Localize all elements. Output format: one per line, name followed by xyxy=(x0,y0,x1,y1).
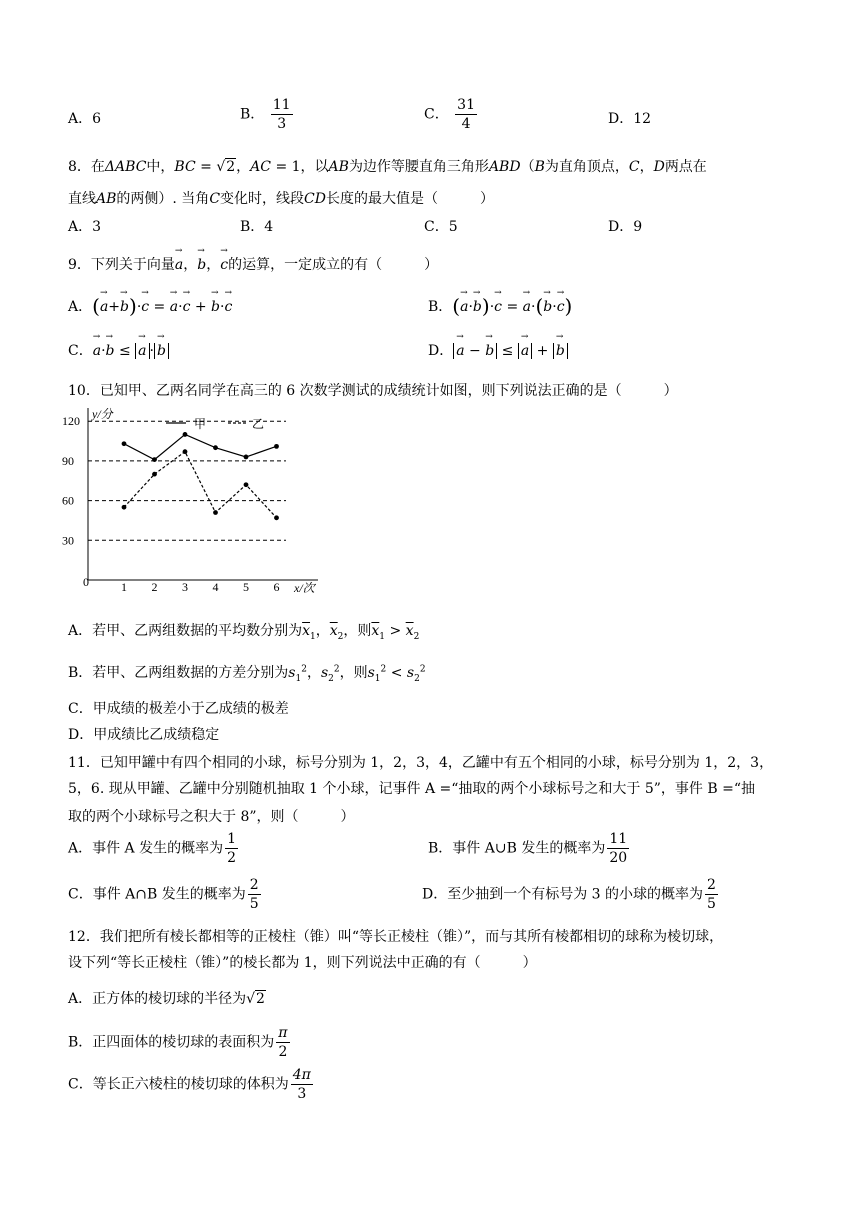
series-line-jia xyxy=(124,434,277,459)
data-point-yi-1 xyxy=(122,505,127,510)
x-tick-label-6: 6 xyxy=(273,580,280,594)
q12-stem-line1: 12．我们把所有棱长都相等的正棱柱（锥）叫“等长正棱柱（锥）”，而与其所有棱都相切的球称为棱切球， xyxy=(68,929,724,945)
q7-c-fraction: $\frac{31}{4}$ xyxy=(457,97,475,132)
q7-option-c xyxy=(424,96,479,133)
q10-option-a: A．若甲、乙两组数据的平均数分别为$\overline{x}_1$，$\overline{x}_2$，则$\overline{x}_1 > \overline{x}_2$ xyxy=(68,623,420,642)
data-point-yi-6 xyxy=(274,515,279,520)
x-axis-label: x/次 xyxy=(294,581,315,595)
q12-option-b: B．正四面体的棱切球的表面积为 $\frac{\pi}{2}$ xyxy=(68,1025,288,1060)
x-tick-label-2: 2 xyxy=(151,580,158,594)
q8-stem-line2: 直线AB的两侧）. 当角C变化时，线段CD长度的最大值是（ ） xyxy=(68,191,494,207)
q8-option-b: B．4 xyxy=(240,219,274,235)
data-point-yi-2 xyxy=(152,472,157,477)
x-tick-label-1: 1 xyxy=(121,580,127,594)
sqrt-two: √2 xyxy=(216,159,236,175)
data-point-jia-2 xyxy=(152,457,157,462)
data-point-jia-4 xyxy=(213,445,218,450)
q9-option-c: C．→ a·→ b ≤ → a · → b xyxy=(68,340,169,360)
series-line-yi xyxy=(124,452,277,518)
q8-stem-line1: 8．在ΔABC中，BC = √2，AC = 1，以AB为边作等腰直角三角形ABD（B为直角顶点，C，D两点在 xyxy=(68,159,707,175)
q9-option-d: D． → a − → b ≤ → a + → b xyxy=(428,340,568,360)
q7-option-d: D．12 xyxy=(608,111,652,127)
x-tick-label-5: 5 xyxy=(243,580,249,594)
q10-option-c: C．甲成绩的极差小于乙成绩的极差 xyxy=(68,701,289,717)
q10-stem: 10．已知甲、乙两名同学在高三的 6 次数学测试的成绩统计如图，则下列说法正确的是（ ） xyxy=(68,383,678,399)
q11-stem-line2: 5，6. 现从甲罐、乙罐中分别随机抽取 1 个小球，记事件 A =“抽取的两个小球标号之和大于 5”，事件 B =“抽 xyxy=(68,781,756,797)
q7-b-fraction: $\frac{11}{3}$ xyxy=(272,97,291,132)
q11-option-c: C．事件 A∩B 发生的概率为 $\frac{2}{5}$ xyxy=(68,877,259,912)
q12-option-a: A．正方体的棱切球的半径为√2 xyxy=(68,991,265,1007)
data-point-yi-4 xyxy=(213,510,218,515)
q7-c-prefix: C． xyxy=(424,106,449,123)
q9-option-a: A．(→ a+→ b)·→ c = → a·→ c + → b·→ c xyxy=(68,294,232,318)
q8-option-c: C．5 xyxy=(424,219,458,235)
q9-stem: 9．下列关于向量→ a，→ b，→ c的运算，一定成立的有（ ） xyxy=(68,254,438,274)
q9-option-b: B．(→ a·→ b)·→ c = → a·(→ b·→ c) xyxy=(428,294,572,318)
q8-option-d: D．9 xyxy=(608,219,643,235)
y-tick-label-90: 90 xyxy=(62,453,74,468)
legend-label-jia: 甲 xyxy=(194,417,207,431)
score-chart xyxy=(60,400,330,600)
data-point-jia-1 xyxy=(122,441,127,446)
y-tick-label-30: 30 xyxy=(62,533,74,548)
y-tick-label-120: 120 xyxy=(62,414,80,429)
q7-b-prefix: B． xyxy=(240,106,265,123)
x-tick-label-3: 3 xyxy=(182,580,188,594)
y-axis-label: y/分 xyxy=(92,407,113,421)
q11-option-d: D．至少抽到一个有标号为 3 的小球的概率为 $\frac{2}{5}$ xyxy=(422,877,716,912)
q12-option-c: C．等长正六棱柱的棱切球的体积为 $\frac{4\pi}{3}$ xyxy=(68,1067,311,1102)
q11-option-b: B．事件 A∪B 发生的概率为 $\frac{11}{20}$ xyxy=(428,831,628,866)
q11-stem-line1: 11．已知甲罐中有四个相同的小球，标号分别为 1，2，3，4，乙罐中有五个相同的小球，标号分别为 1，2，3， xyxy=(68,755,774,771)
data-point-yi-5 xyxy=(244,482,249,487)
origin-label: 0 xyxy=(83,575,89,589)
q11-stem-line3: 取的两个小球标号之积大于 8”，则（ ） xyxy=(68,809,355,825)
data-point-jia-6 xyxy=(274,444,279,449)
x-tick-label-4: 4 xyxy=(212,580,219,594)
data-point-jia-5 xyxy=(244,455,249,460)
q10-option-b: B．若甲、乙两组数据的方差分别为$s_1^2$，$s_2^2$，则$s_1^2 < s_2^2$ xyxy=(68,664,426,684)
q10-option-d: D．甲成绩比乙成绩稳定 xyxy=(68,727,220,743)
legend-label-yi: 乙 xyxy=(252,417,265,431)
q7-option-a: A．6 xyxy=(68,111,102,127)
q7-option-b xyxy=(240,96,295,133)
q8-option-a: A．3 xyxy=(68,219,102,235)
y-tick-label-60: 60 xyxy=(62,493,74,508)
q11-option-a: A．事件 A 发生的概率为 $\frac{1}{2}$ xyxy=(68,831,237,866)
q12-stem-line2: 设下列“等长正棱柱（锥）”的棱长都为 1，则下列说法中正确的有（ ） xyxy=(68,955,537,971)
data-point-jia-3 xyxy=(183,432,188,437)
data-point-yi-3 xyxy=(183,449,188,454)
